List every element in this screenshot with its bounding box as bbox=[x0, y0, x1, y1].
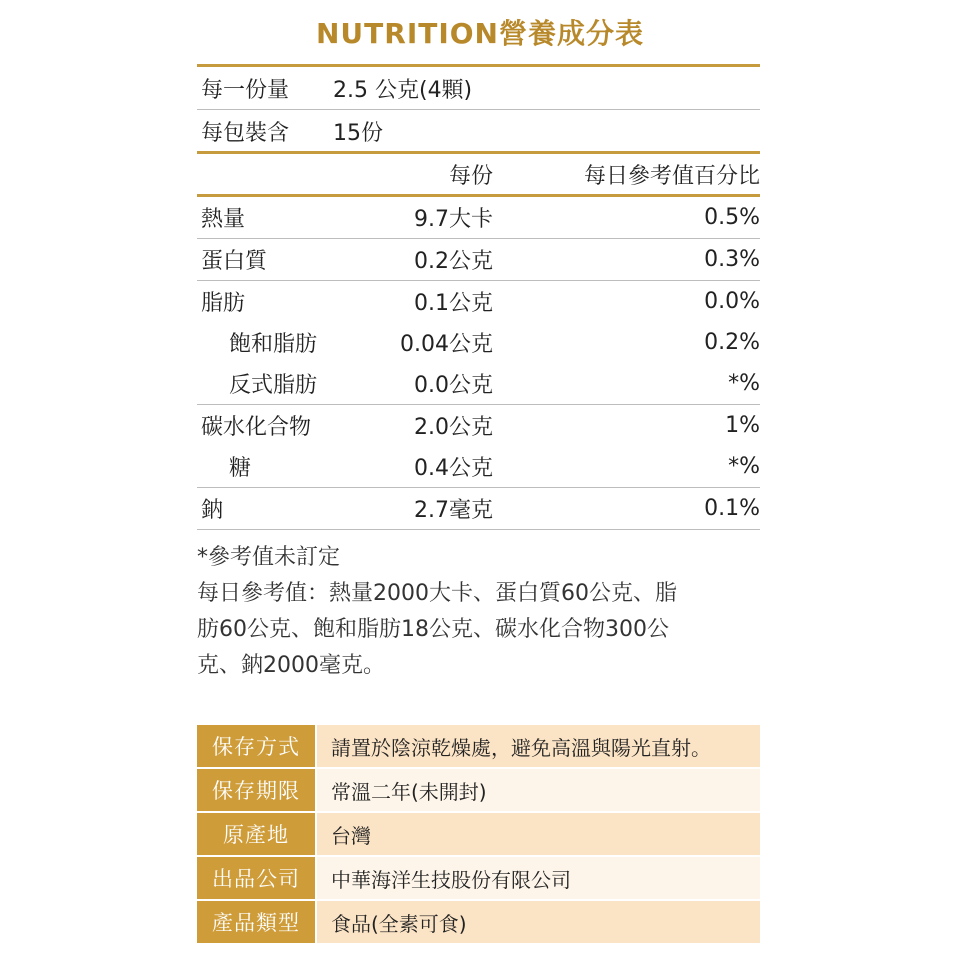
daily-value-note-line: 每日參考值：熱量2000大卡、蛋白質60公克、脂 bbox=[197, 581, 677, 606]
product-info-table bbox=[197, 725, 760, 945]
nutrient-amount: 2.7毫克 bbox=[414, 498, 493, 523]
info-label: 原產地 bbox=[197, 813, 315, 855]
header-daily-value: 每日參考值百分比 bbox=[583, 163, 760, 189]
table-row bbox=[197, 363, 760, 404]
table-row bbox=[197, 446, 760, 487]
info-value: 台灣 bbox=[317, 813, 760, 855]
info-row-storage bbox=[197, 725, 760, 767]
info-row-shelf-life bbox=[197, 769, 760, 811]
nutrient-name: 蛋白質 bbox=[201, 249, 268, 274]
serving-section bbox=[197, 64, 760, 152]
nutrient-amount: 0.0公克 bbox=[414, 373, 493, 398]
nutrient-name: 熱量 bbox=[201, 207, 246, 232]
divider bbox=[197, 529, 760, 530]
servings-per-package-value: 15份 bbox=[333, 120, 383, 146]
nutrient-daily-value: *% bbox=[728, 371, 760, 396]
nutrient-amount: 0.2公克 bbox=[414, 249, 493, 274]
info-value: 常溫二年(未開封) bbox=[317, 769, 760, 811]
nutrient-name: 飽和脂肪 bbox=[229, 332, 318, 357]
servings-per-package-label: 每包裝含 bbox=[201, 120, 290, 146]
nutrient-amount: 0.1公克 bbox=[414, 291, 493, 316]
daily-value-note-line: 克、鈉2000毫克。 bbox=[197, 653, 385, 678]
nutrient-name: 反式脂肪 bbox=[229, 373, 318, 398]
serving-size-row bbox=[197, 67, 760, 109]
nutrient-daily-value: 0.3% bbox=[704, 247, 760, 272]
header-per-serving: 每份 bbox=[448, 163, 493, 189]
nutrient-daily-value: 0.1% bbox=[704, 496, 760, 521]
info-value: 請置於陰涼乾燥處，避免高溫與陽光直射。 bbox=[317, 725, 760, 767]
nutrient-amount: 9.7大卡 bbox=[414, 207, 493, 232]
info-row-product-type bbox=[197, 901, 760, 943]
nutrient-name: 脂肪 bbox=[201, 291, 246, 316]
nutrition-table-header bbox=[197, 154, 760, 194]
info-value: 食品(全素可食) bbox=[317, 901, 760, 943]
info-label: 產品類型 bbox=[197, 901, 315, 943]
info-row-origin bbox=[197, 813, 760, 855]
nutrient-daily-value: 0.0% bbox=[704, 289, 760, 314]
table-row bbox=[197, 197, 760, 238]
nutrient-name: 糖 bbox=[229, 456, 252, 481]
table-row bbox=[197, 405, 760, 446]
nutrition-table bbox=[197, 151, 760, 530]
footnotes bbox=[197, 540, 767, 684]
serving-size-label: 每一份量 bbox=[201, 77, 290, 103]
daily-value-note-line: 肪60公克、飽和脂肪18公克、碳水化合物300公 bbox=[197, 617, 669, 642]
asterisk-note: *參考值未訂定 bbox=[197, 545, 341, 570]
nutrient-amount: 0.04公克 bbox=[400, 332, 493, 357]
nutrient-amount: 0.4公克 bbox=[414, 456, 493, 481]
nutrient-daily-value: 0.2% bbox=[704, 330, 760, 355]
nutrient-name: 鈉 bbox=[201, 498, 224, 523]
info-row-company bbox=[197, 857, 760, 899]
info-label: 出品公司 bbox=[197, 857, 315, 899]
nutrient-amount: 2.0公克 bbox=[414, 415, 493, 440]
nutrient-daily-value: *% bbox=[728, 454, 760, 479]
nutrient-daily-value: 1% bbox=[725, 413, 760, 438]
table-row bbox=[197, 322, 760, 363]
info-value: 中華海洋生技股份有限公司 bbox=[317, 857, 760, 899]
nutrient-daily-value: 0.5% bbox=[704, 205, 760, 230]
nutrient-name: 碳水化合物 bbox=[201, 415, 312, 440]
table-row bbox=[197, 281, 760, 322]
info-label: 保存方式 bbox=[197, 725, 315, 767]
info-label: 保存期限 bbox=[197, 769, 315, 811]
servings-per-package-row bbox=[197, 110, 760, 152]
table-row bbox=[197, 488, 760, 529]
table-row bbox=[197, 239, 760, 280]
page-title: NUTRITION營養成分表 bbox=[315, 17, 644, 50]
serving-size-value: 2.5 公克(4顆) bbox=[333, 77, 473, 103]
